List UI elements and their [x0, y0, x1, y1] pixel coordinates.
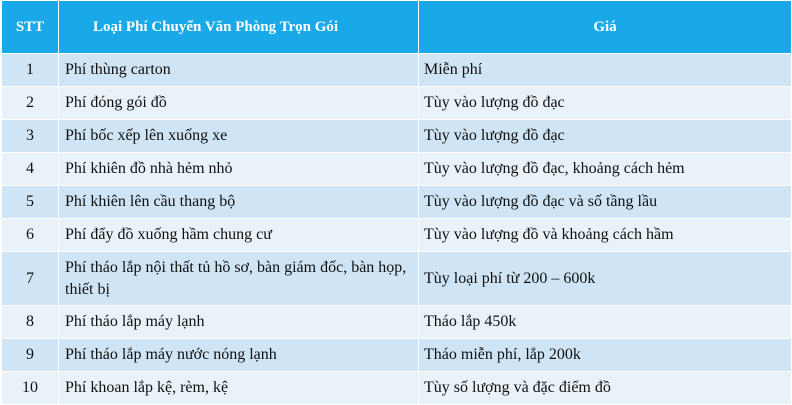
row-stt: 4 [2, 153, 59, 186]
row-price: Tháo lắp 450k [419, 306, 792, 339]
row-fee: Phí tháo lắp máy lạnh [59, 306, 419, 339]
table-row [2, 153, 792, 186]
row-price: Tùy vào lượng đồ đạc, khoảng cách hẻm [419, 153, 792, 186]
table-row [2, 306, 792, 339]
table-row [2, 186, 792, 219]
table-row [2, 339, 792, 372]
row-stt: 3 [2, 120, 59, 153]
row-stt: 8 [2, 306, 59, 339]
table-row [2, 87, 792, 120]
row-fee: Phí thùng carton [59, 54, 419, 87]
table-row [2, 372, 792, 405]
table-row [2, 219, 792, 252]
row-price: Tùy số lượng và đặc điểm đồ [419, 372, 792, 405]
office-moving-fee-table [1, 0, 792, 405]
row-fee: Phí tháo lắp máy nước nóng lạnh [59, 339, 419, 372]
row-stt: 1 [2, 54, 59, 87]
row-fee: Phí bốc xếp lên xuống xe [59, 120, 419, 153]
header-price: Giá [419, 1, 792, 54]
row-price: Tùy vào lượng đồ và khoảng cách hầm [419, 219, 792, 252]
row-fee: Phí khiên đồ nhà hẻm nhỏ [59, 153, 419, 186]
table-row [2, 120, 792, 153]
row-stt: 6 [2, 219, 59, 252]
row-price: Tùy vào lượng đồ đạc [419, 120, 792, 153]
row-fee: Phí tháo lắp nội thất tủ hồ sơ, bàn giám đốc, bàn họp, thiết bị [59, 252, 419, 306]
row-fee: Phí đóng gói đồ [59, 87, 419, 120]
header-fee-type: Loại Phí Chuyển Văn Phòng Trọn Gói [59, 1, 419, 54]
table-row [2, 252, 792, 306]
row-price: Tùy vào lượng đồ đạc [419, 87, 792, 120]
row-stt: 2 [2, 87, 59, 120]
row-price: Tháo miễn phí, lắp 200k [419, 339, 792, 372]
row-stt: 10 [2, 372, 59, 405]
row-price: Tùy loại phí từ 200 – 600k [419, 252, 792, 306]
table-row [2, 54, 792, 87]
table-header-row [2, 1, 792, 54]
row-fee: Phí khoan lắp kệ, rèm, kệ [59, 372, 419, 405]
row-price: Tùy vào lượng đồ đạc và số tầng lầu [419, 186, 792, 219]
row-fee: Phí khiên lên cầu thang bộ [59, 186, 419, 219]
row-fee: Phí đẩy đồ xuống hầm chung cư [59, 219, 419, 252]
row-price: Miễn phí [419, 54, 792, 87]
row-stt: 5 [2, 186, 59, 219]
row-stt: 7 [2, 252, 59, 306]
header-stt: STT [2, 1, 59, 54]
row-stt: 9 [2, 339, 59, 372]
